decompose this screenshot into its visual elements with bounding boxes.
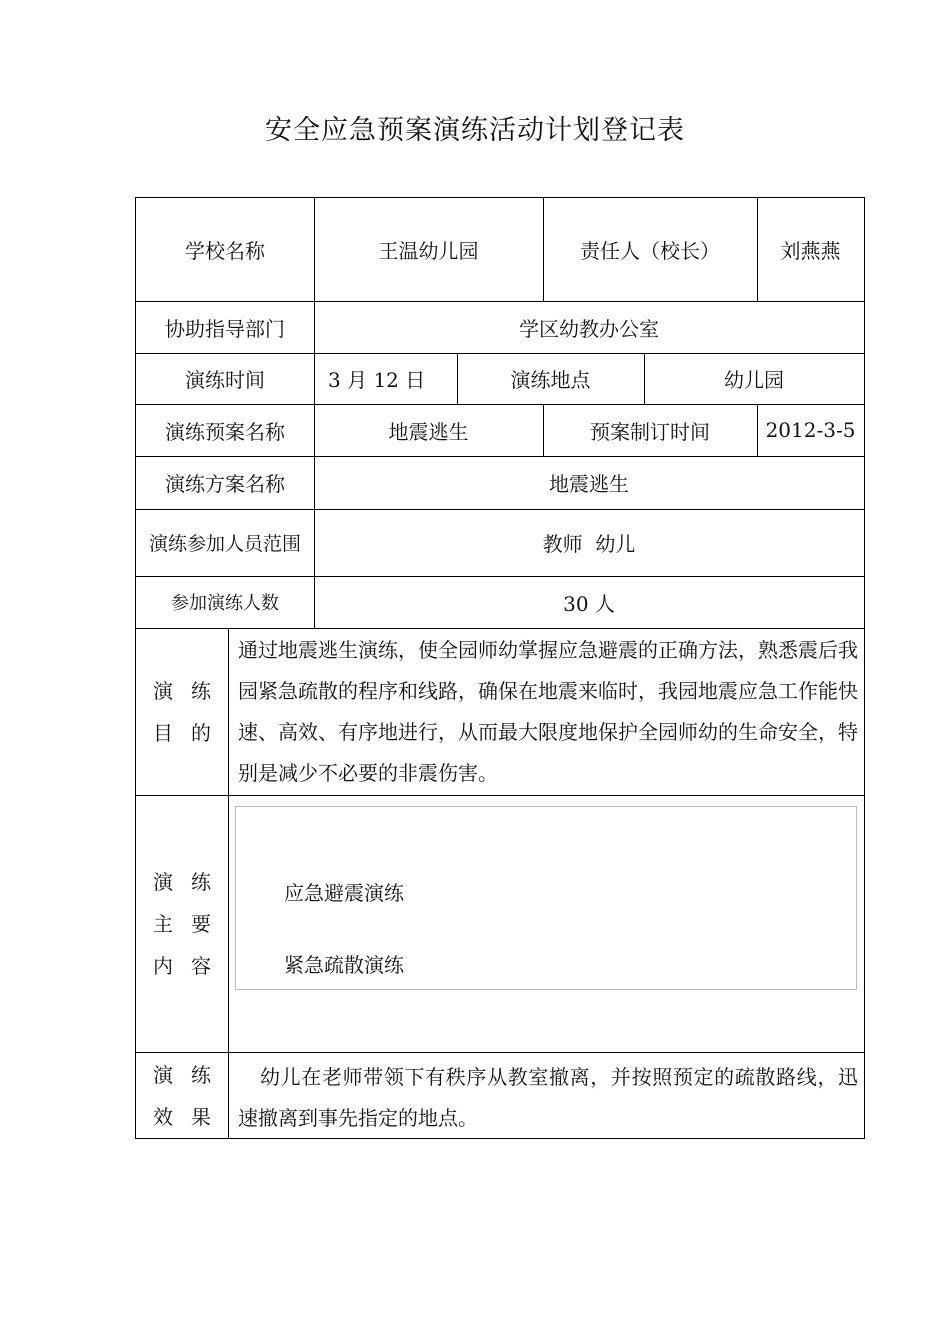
drill-place-value: 幼儿园	[724, 368, 784, 392]
effect-text: 幼儿在老师带领下有秩序从教室撤离，并按照预定的疏散路线，迅速撤离到事先指定的地点。	[238, 1065, 858, 1130]
plan-name-value: 地震逃生	[388, 419, 469, 444]
participant-scope-value: 教师 幼儿	[542, 532, 636, 556]
school-name-value: 王温幼儿园	[378, 239, 479, 263]
plan-date-value: 2012-3-5	[765, 418, 856, 442]
drill-place-label: 演练地点	[510, 368, 591, 392]
school-name-label: 学校名称	[185, 239, 265, 263]
row-divider	[136, 1052, 864, 1053]
content-item: 应急避震演练	[284, 881, 404, 905]
main-content-label: 演练 主要 内容	[153, 869, 229, 978]
purpose-text: 通过地震逃生演练，使全园师幼掌握应急避震的正确方法，熟悉震后我园紧急疏散的程序和线路，确保在地震来临时，我园地震应急工作能快速、高效、有序地进行，从而最大限度地保护全园师幼的生命安全，特别是减少不必要的非震伤害。	[238, 638, 858, 785]
plan-date-label: 预案制订时间	[590, 419, 710, 444]
row-divider	[136, 795, 864, 796]
responsible-label: 责任人（校长）	[580, 239, 720, 263]
purpose-label: 演练 目的	[153, 678, 229, 745]
drill-time-value: 3 月 12 日	[328, 368, 426, 392]
registration-form	[135, 197, 865, 1139]
content-box	[235, 806, 857, 990]
responsible-value: 刘燕燕	[780, 239, 841, 263]
participant-count-label: 参加演练人数	[171, 593, 279, 614]
effect-label: 演练 效果	[153, 1062, 229, 1129]
dept-label: 协助指导部门	[165, 316, 285, 341]
scheme-name-label: 演练方案名称	[165, 472, 285, 496]
participant-count-value: 30 人	[563, 591, 615, 616]
plan-name-label: 演练预案名称	[165, 419, 285, 444]
participant-scope-label: 演练参加人员范围	[148, 533, 301, 555]
row-divider	[136, 628, 864, 629]
scheme-name-value: 地震逃生	[549, 472, 629, 496]
page-title: 安全应急预案演练活动计划登记表	[265, 115, 685, 146]
content-item: 紧急疏散演练	[284, 953, 404, 977]
dept-value: 学区幼教办公室	[519, 316, 659, 341]
drill-time-label: 演练时间	[185, 368, 265, 392]
